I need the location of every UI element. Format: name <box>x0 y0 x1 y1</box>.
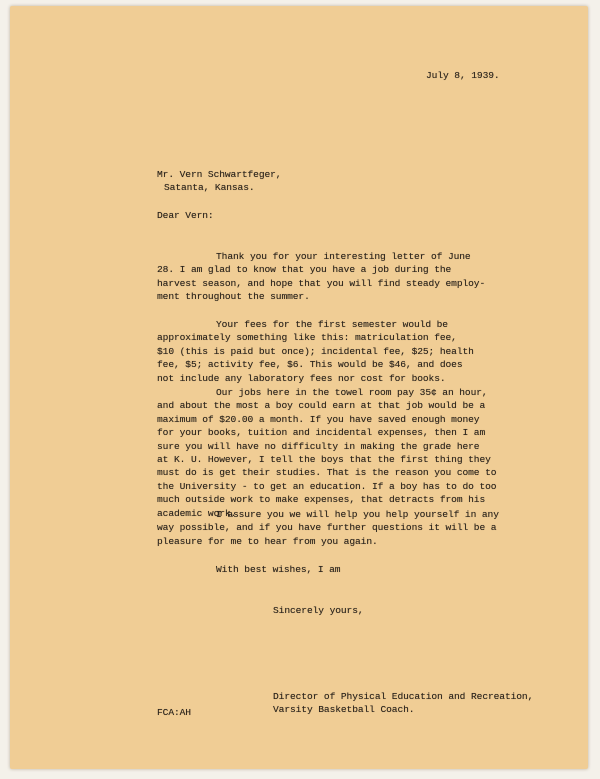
closing-line: With best wishes, I am <box>216 564 341 575</box>
paragraph-line: academic work. <box>157 507 237 519</box>
paragraph-line: not include any laboratory fees nor cost for books. <box>157 372 446 384</box>
recipient-block <box>157 168 281 195</box>
paragraph <box>157 250 485 304</box>
paragraph-line: for your books, tuition and incidental expenses, then I am <box>157 427 486 439</box>
paragraph-line: ment throughout the summer. <box>157 291 310 303</box>
paragraph-line: must do is get their studies. That is the reason you come to <box>157 467 497 479</box>
paragraph-line: sure you will have no difficulty in making the grade here <box>157 440 480 452</box>
paragraph-line: fee, $5; activity fee, $6. This would be $46, and does <box>157 359 463 371</box>
paragraph-line: pleasure for me to hear from you again. <box>157 535 378 547</box>
paragraph-line: maximum of $20.00 a month. If you have saved enough money <box>157 413 480 425</box>
paragraph-line: Thank you for your interesting letter of June <box>216 251 471 262</box>
paragraph-line: much outside work to make expenses, that detracts from his <box>157 494 486 506</box>
paragraph-line: harvest season, and hope that you will find steady employ- <box>157 277 486 289</box>
reference-initials: FCA:AH <box>157 707 191 718</box>
signoff: Sincerely yours, <box>273 605 364 616</box>
paragraph <box>157 508 499 548</box>
paragraph-line: way possible, and if you have further questions it will be a <box>157 522 497 534</box>
salutation: Dear Vern: <box>157 210 214 221</box>
paragraph-line: and about the most a boy could earn at that job would be a <box>157 400 486 412</box>
paragraph <box>157 386 496 520</box>
paragraph-line: $10 (this is paid but once); incidental fee, $25; health <box>157 345 474 357</box>
paragraph-line: Our jobs here in the towel room pay 35¢ an hour, <box>216 387 488 398</box>
signer-title-line: Director of Physical Education and Recreation, <box>273 691 534 702</box>
paragraph-line: Your fees for the first semester would be <box>216 319 448 330</box>
signer-title-line: Varsity Basketball Coach. <box>273 704 415 716</box>
paragraph-line: approximately something like this: matriculation fee, <box>157 332 457 344</box>
signer-title <box>273 690 533 717</box>
paragraph-line: at K. U. However, I tell the boys that the first thing they <box>157 454 491 466</box>
recipient-name: Mr. Vern Schwartfeger, <box>157 169 282 180</box>
recipient-address: Satanta, Kansas. <box>164 182 255 194</box>
paragraph <box>157 318 474 385</box>
paragraph-line: I assure you we will help you help yourself in any <box>216 509 499 520</box>
paragraph-line: the University - to get an education. If a boy has to do too <box>157 480 497 492</box>
letter-date: July 8, 1939. <box>426 70 500 81</box>
paragraph-line: 28. I am glad to know that you have a job during the <box>157 264 452 276</box>
